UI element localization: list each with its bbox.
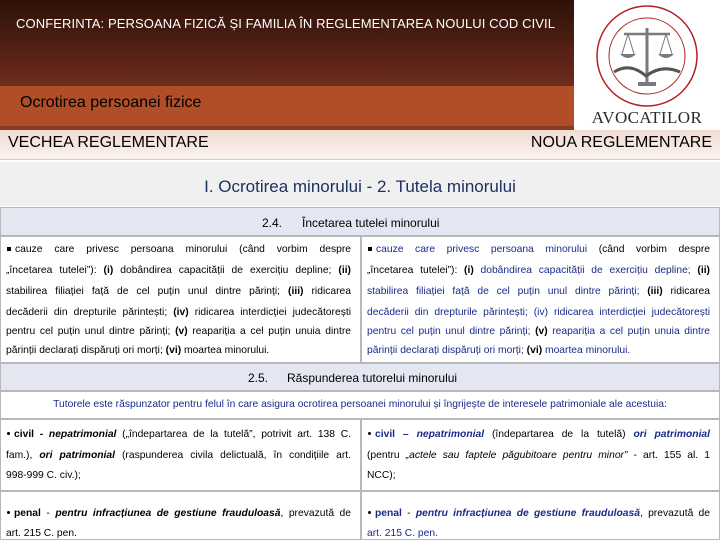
bullet-icon <box>7 511 10 514</box>
bullet-icon <box>7 247 11 251</box>
new-line-4: decăderii din drepturile părintești; (iv) ridicarea interdicției judecătorești <box>367 307 710 318</box>
new-line-6: părinții declarați dispăruți ori morți; (vi) moartea minorului. <box>367 345 631 356</box>
old-line-1: cauze care privesc persoana minorului (când vorbim despre <box>6 240 351 261</box>
new-line-2: „încetarea tutelei”): (i) dobândirea capacității de exercițiu depline; (ii) <box>367 265 710 276</box>
bullet-icon <box>368 511 371 514</box>
column-heading-new: NOUA REGLEMENTARE <box>530 134 712 151</box>
responsibility-intro: Tutorele este răspunzator pentru felul în care asigura ocrotirea persoanei minorului și îngrijește de interesele patrimoniale ale acestuia: <box>53 399 667 410</box>
new-civil-line-2: (pentru „actele sau faptele păgubitoare pentru minor” - art. 155 al. 1 <box>367 450 710 461</box>
conference-title: CONFERINTA: PERSOANA FIZICĂ ȘI FAMILIA ÎN REGLEMENTAREA NOULUI COD CIVIL <box>16 16 556 31</box>
column-heading-old: VECHEA REGLEMENTARE <box>8 134 209 151</box>
new-penal-line-2: art. 215 C. pen. <box>367 528 438 539</box>
new-line-5: pentru cel puțin unul dintre părinți; (v) reapariția a cel puțin unuia dintre <box>367 326 710 337</box>
association-logo <box>574 0 720 130</box>
bullet-icon <box>368 247 372 251</box>
old-line-6: părinții declarați dispăruți ori morți; (vi) moartea minorului. <box>6 345 270 356</box>
new-penal-line-1: penal - pentru infracțiunea de gestiune frauduloasă, prevazută de <box>367 504 710 525</box>
new-civil-line-3: NCC); <box>367 470 396 481</box>
subsection-title: Încetarea tutelei minorului <box>302 216 440 230</box>
subsection-number: 2.5. <box>248 371 269 385</box>
old-civil-line-3: 998-999 C. civ.); <box>6 470 81 481</box>
new-line-1: cauze care privesc persoana minorului (când vorbim despre <box>367 240 710 261</box>
subsection-number: 2.4. <box>262 216 283 230</box>
divider <box>0 159 720 160</box>
logo-word: AVOCATILOR <box>591 108 703 127</box>
subsection-title: Răspunderea tutorelui minorului <box>287 371 458 385</box>
old-line-2: „încetarea tutelei”): (i) dobândirea capacității de exercițiu depline; (ii) <box>6 265 351 276</box>
old-line-3: stabilirea filiației față de cel puțin unul dintre părinți; (iii) ridicarea <box>6 286 351 297</box>
new-civil-line-1: civil – nepatrimonial (îndepartarea de la tutelă) ori patrimonial <box>367 425 710 446</box>
old-penal-line-1: penal - pentru infracțiunea de gestiune frauduloasă, prevazută de <box>6 504 351 525</box>
old-line-5: pentru cel puțin unul dintre părinți; (v) reapariția a cel puțin unuia dintre <box>6 326 351 337</box>
section-title: I. Ocrotirea minorului - 2. Tutela minorului <box>204 177 516 196</box>
new-line-3: stabilirea filiației față de cel puțin unul dintre părinți; (iii) ridicarea <box>367 286 710 297</box>
old-civil-line-2: fam.), ori patrimonial (raspunderea civila delictuală, în condițiile art. <box>6 450 352 461</box>
bullet-icon <box>7 432 10 435</box>
old-civil-line-1: civil - nepatrimonial („îndepartarea de la tutelă”, potrivit art. 138 C. <box>6 425 351 446</box>
old-penal-line-2: art. 215 C. pen. <box>6 528 77 539</box>
page-subtitle: Ocrotirea persoanei fizice <box>20 94 202 111</box>
old-line-4: decăderii din drepturile părintești; (iv) ridicarea interdicției judecătorești <box>6 307 351 318</box>
bullet-icon <box>368 432 371 435</box>
